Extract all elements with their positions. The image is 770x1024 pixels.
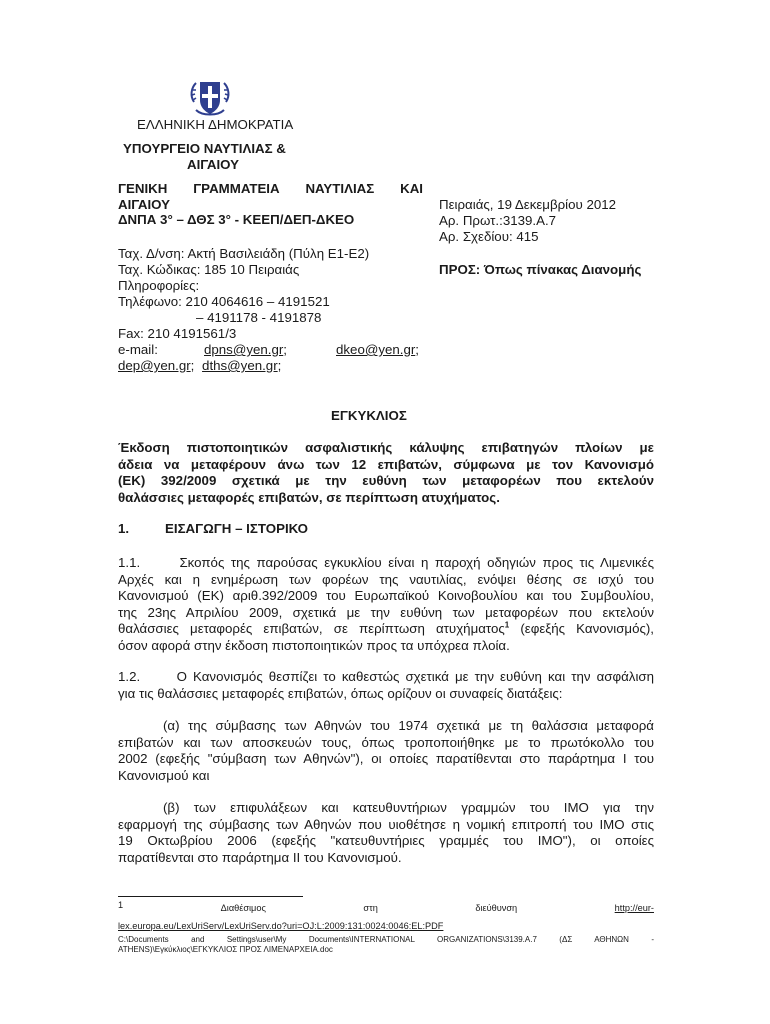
footnote-ref[interactable]: 1 (504, 620, 510, 630)
paragraph-line: Αρχές και η ενημέρωση των φορέων της ναυτιλίας, ενόψει θέσης σε ισχύ του (118, 571, 654, 587)
greek-coat-of-arms-icon (188, 78, 232, 118)
section-number: 1. (118, 521, 130, 536)
footnote-url-link[interactable]: lex.europa.eu/LexUriServ/LexUriServ.do?uri=OJ:L:2009:131:0024:0046:EL:PDF (118, 921, 444, 931)
email-separator: ; (277, 358, 282, 373)
email-link-dep[interactable]: dep@yen.gr (118, 358, 191, 373)
subject (118, 440, 654, 506)
paragraph-text: (εφεξής Κανονισμός), (509, 621, 655, 637)
paragraph-line: της 23ης Απριλίου 2009, σχετικά με την ευθύνη των μεταφορέων που εκτελούν (118, 604, 654, 620)
footnote-text: διεύθυνση (475, 903, 518, 913)
paragraph-line: 2002 (εφεξής "σύμβαση των Αθηνών"), οι οποίες παρατίθενται στο παράρτημα Ι του (118, 751, 654, 767)
country-name: ΕΛΛΗΝΙΚΗ ΔΗΜΟΚΡΑΤΙΑ (137, 117, 294, 132)
email-separator: ; (283, 342, 287, 357)
general-secretariat-line2: ΑΙΓΑΙΟΥ (118, 197, 170, 212)
address: Ταχ. Δ/νση: Ακτή Βασιλειάδη (Πύλη Ε1-Ε2) (118, 246, 370, 261)
subject-line: θαλάσσιες μεταφορές επιβατών, σε περίπτωση ατυχήματος. (118, 489, 500, 505)
recipient: ΠΡΟΣ: Όπως πίνακας Διανομής (439, 262, 642, 277)
paragraph-line: (α) της σύμβασης των Αθηνών του 1974 σχετικά με τη θαλάσσια μεταφορά (163, 718, 654, 733)
paragraph-b (118, 800, 654, 866)
footnote-number: 1 (118, 900, 124, 910)
paragraph-line: για τις θαλάσσιες μεταφορές επιβατών, όπως ορίζουν οι συναφείς διατάξεις: (118, 685, 563, 701)
phone-line2: – 4191178 - 4191878 (196, 310, 322, 325)
general-secretariat-line1: ΓΕΝΙΚΗ ΓΡΑΜΜΑΤΕΙΑ ΝΑΥΤΙΛΙΑΣ ΚΑΙ (118, 181, 423, 196)
postal-code: Ταχ. Κώδικας: 185 10 Πειραιάς (118, 262, 300, 277)
info-label: Πληροφορίες: (118, 278, 200, 293)
email-link-dths[interactable]: dths@yen.gr (202, 358, 278, 373)
paragraph-line: (β) των επιφυλάξεων και κατευθυντήριων γραμμών του ΙΜΟ για την (163, 800, 654, 815)
phone-line1: Τηλέφωνο: 210 4064616 – 4191521 (118, 294, 330, 309)
footnote-separator (118, 896, 303, 897)
document-date: Πειραιάς, 19 Δεκεμβρίου 2012 (439, 197, 617, 212)
file-path-line: ATHENS)\Εγκύκλιος\ΕΓΚΥΚΛΙΟΣ ΠΡΟΣ ΛΙΜΕΝΑΡΧΕΙΑ.doc (118, 945, 333, 954)
footnote-text: στη (363, 903, 378, 913)
paragraph-1-2 (118, 669, 654, 702)
fax: Fax: 210 4191561/3 (118, 326, 237, 341)
paragraph-line: επιβατών και των αποσκευών τους, όπως τροποποιήθηκε με το πρωτόκολλο του (118, 734, 654, 750)
paragraph-line: Κανονισμού και (118, 767, 210, 783)
subject-line: Έκδοση πιστοποιητικών ασφαλιστικής κάλυψης επιβατηγών πλοίων με (118, 440, 654, 455)
paragraph-line: παρατίθενται στο παράρτημα ΙΙ του Κανονισμού. (118, 849, 402, 865)
email-separator: ; (190, 358, 195, 373)
paragraph-1-1 (118, 555, 654, 655)
paragraph-line: όσον αφορά στην έκδοση πιστοποιητικών προς τα υπόχρεα πλοία. (118, 637, 510, 653)
footnote-line (118, 900, 654, 915)
paragraph-line: 19 Οκτωβρίου 2006 (εφεξής "κατευθυντήριες γραμμές του ΙΜΟ"), οι οποίες (118, 833, 654, 849)
email-link-dpns[interactable]: dpns@yen.gr (204, 342, 284, 357)
paragraph-a (118, 718, 654, 784)
file-path-line: C:\Documents and Settings\user\My Documents\INTERNATIONAL ORGANIZATIONS\3139.A.7 (ΔΣ ΑΘΗΝΩΝ - (118, 935, 654, 944)
email-separator: ; (415, 342, 419, 357)
subject-line: άδεια να μεταφέρουν άνω των 12 επιβατών, σύμφωνα με τον Κανονισμό (118, 456, 654, 472)
document-title: ΕΓΚΥΚΛΙΟΣ (331, 408, 407, 423)
ministry-name-line1: ΥΠΟΥΡΓΕΙΟ ΝΑΥΤΙΛΙΑΣ & (123, 141, 286, 156)
paragraph-line: 1.2. Ο Κανονισμός θεσπίζει το καθεστώς σχετικά με την ευθύνη και την ασφάλιση (118, 669, 654, 684)
footnote-url-link[interactable]: http://eur- (614, 903, 654, 913)
paragraph-line: Κανονισμού (ΕΚ) αριθ.392/2009 του Ευρωπαϊκού Κοινοβουλίου και του Συμβουλίου, (118, 588, 654, 604)
draft-number: Αρ. Σχεδίου: 415 (439, 229, 539, 244)
footnote-text: Διαθέσιμος (220, 903, 266, 913)
protocol-number: Αρ. Πρωτ.:3139.Α.7 (439, 213, 557, 228)
section-title: ΕΙΣΑΓΩΓΗ – ΙΣΤΟΡΙΚΟ (165, 521, 308, 536)
paragraph-line (118, 621, 654, 638)
email-link-dkeo[interactable]: dkeo@yen.gr (336, 342, 416, 357)
paragraph-line: εφαρμογή της σύμβασης των Αθηνών που υιοθέτησε η νομική επιτροπή του ΙΜΟ στις (118, 816, 654, 832)
subject-line: (ΕΚ) 392/2009 σχετικά με την ευθύνη των μεταφορέων που εκτελούν (118, 473, 654, 489)
directorate: ΔΝΠΑ 3° – ΔΘΣ 3° - ΚΕΕΠ/ΔΕΠ-ΔΚΕΟ (118, 212, 355, 227)
paragraph-line: 1.1. Σκοπός της παρούσας εγκυκλίου είναι η παροχή οδηγιών προς τις Λιμενικές (118, 555, 654, 570)
ministry-name-line2: ΑΙΓΑΙΟΥ (187, 157, 239, 172)
email-label: e-mail: (118, 342, 158, 357)
paragraph-text: θαλάσσιες μεταφορές επιβατών, σε περίπτωση ατυχήματος (118, 621, 505, 637)
file-path (118, 935, 654, 955)
